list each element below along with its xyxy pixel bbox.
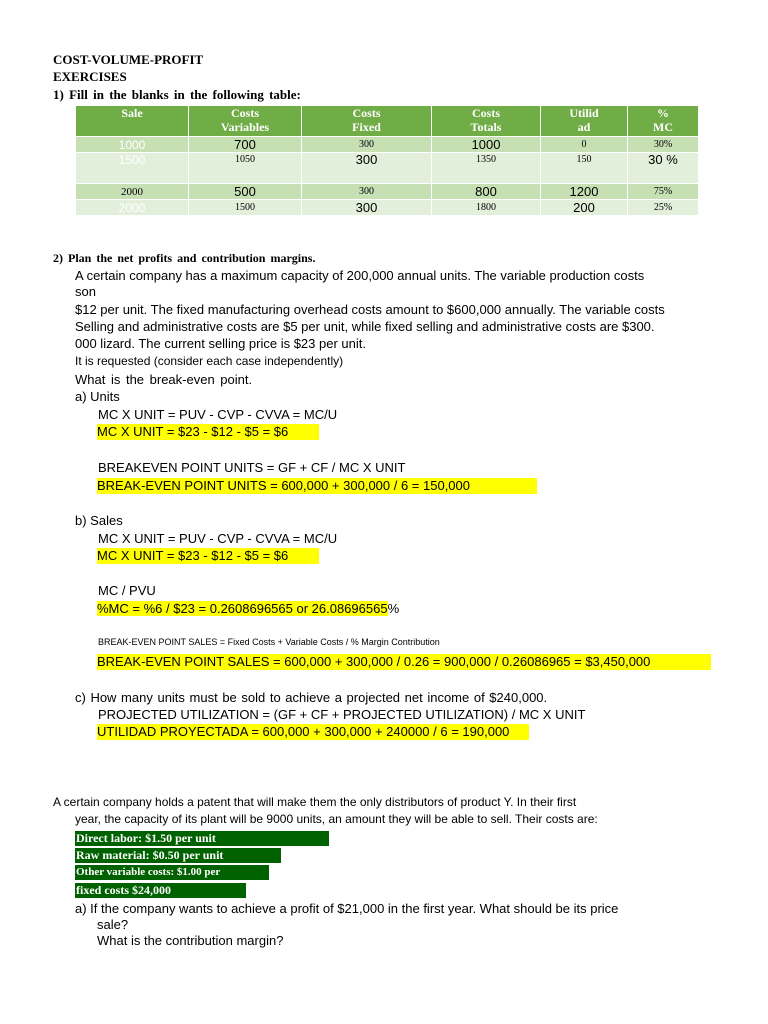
- question-3a-line: What is the contribution margin?: [97, 933, 284, 948]
- paragraph-line: 000 lizard. The current selling price is $23 per unit.: [75, 336, 366, 351]
- cost-item-fixed: fixed costs $24,000: [75, 883, 246, 898]
- header-sale: Sale: [76, 106, 189, 137]
- formula: MC X UNIT = PUV - CVP - CVVA = MC/U: [98, 407, 338, 422]
- table-row: [76, 200, 699, 216]
- cell-percent-mc: 75%: [628, 184, 699, 200]
- cell-fixed-costs: 300: [302, 184, 432, 200]
- part-b-label: b) Sales: [75, 513, 123, 528]
- paragraph-line: $12 per unit. The fixed manufacturing overhead costs amount to $600,000 annually. The variable costs: [75, 302, 665, 317]
- part-a-label: a) Units: [75, 389, 120, 404]
- table-row: [76, 184, 699, 200]
- cell-profit: 1200: [541, 184, 628, 200]
- formula: MC X UNIT = PUV - CVP - CVVA = MC/U: [98, 531, 338, 546]
- cell-variable-costs: 1500: [189, 200, 302, 216]
- formula: MC / PVU: [98, 583, 156, 598]
- header-variable-costs: Costs Variables: [189, 106, 302, 137]
- cell-variable-costs: 1050: [189, 153, 302, 184]
- paragraph-line: A certain company holds a patent that will make them the only distributors of product Y. In their first: [53, 795, 577, 809]
- formula-small: BREAK-EVEN POINT SALES = Fixed Costs + Variable Costs / % Margin Contribution: [98, 637, 440, 647]
- cell-profit: 200: [541, 200, 628, 216]
- formula: PROJECTED UTILIZATION = (GF + CF + PROJECTED UTILIZATION) / MC X UNIT: [98, 707, 586, 722]
- paragraph-line: It is requested (consider each case independently): [75, 354, 344, 368]
- cell-percent-mc: 30 %: [628, 153, 699, 184]
- formula-highlighted: BREAK-EVEN POINT SALES = 600,000 + 300,000 / 0.26 = 900,000 / 0.26086965 = $3,450,000: [97, 654, 711, 670]
- header-percent-mc: % MC: [628, 106, 699, 137]
- formula-highlighted: BREAK-EVEN POINT UNITS = 600,000 + 300,000 / 6 = 150,000: [97, 478, 537, 494]
- question-3a-line: a) If the company wants to achieve a profit of $21,000 in the first year. What should be its price: [75, 901, 619, 916]
- question-2-heading: 2) Plan the net profits and contribution margins.: [53, 251, 316, 265]
- cvp-table: [75, 105, 699, 216]
- cell-sale: 2000: [76, 200, 189, 216]
- formula-highlighted: MC X UNIT = $23 - $12 - $5 = $6: [97, 548, 319, 564]
- table-header-row: [76, 106, 699, 137]
- cell-variable-costs: 500: [189, 184, 302, 200]
- cell-profit: 150: [541, 153, 628, 184]
- formula-highlighted: MC X UNIT = $23 - $12 - $5 = $6: [97, 424, 319, 440]
- cell-fixed-costs: 300: [302, 137, 432, 153]
- cell-sale: 1000: [76, 137, 189, 153]
- paragraph-line: year, the capacity of its plant will be 9000 units, an amount they will be able to sell. Their costs are:: [75, 812, 598, 826]
- cell-fixed-costs: 300: [302, 153, 432, 184]
- cell-total-costs: 1000: [432, 137, 541, 153]
- table-row: [76, 137, 699, 153]
- cell-total-costs: 1800: [432, 200, 541, 216]
- document-title: COST-VOLUME-PROFIT: [53, 52, 204, 67]
- formula-highlighted: UTILIDAD PROYECTADA = 600,000 + 300,000 + 240000 / 6 = 190,000: [97, 724, 529, 740]
- cost-item-other-variable: Other variable costs: $1.00 per: [75, 865, 269, 880]
- cell-profit: 0: [541, 137, 628, 153]
- question-3a-line: sale?: [97, 917, 129, 932]
- cell-sale: 2000: [76, 184, 189, 200]
- paragraph-line: Selling and administrative costs are $5 per unit, while fixed selling and administrative costs are $300.: [75, 319, 655, 334]
- cell-variable-costs: 700: [189, 137, 302, 153]
- formula-percent-mc: [97, 601, 399, 616]
- formula-highlighted: %MC = %6 / $23 = 0.2608696565 or 26.08696565: [97, 601, 388, 616]
- cost-item-raw-material: Raw material: $0.50 per unit: [75, 848, 281, 863]
- cell-percent-mc: 30%: [628, 137, 699, 153]
- header-profit: Utilid ad: [541, 106, 628, 137]
- cell-fixed-costs: 300: [302, 200, 432, 216]
- cell-sale: 1500: [76, 153, 189, 184]
- part-c-label: c) How many units must be sold to achieve a projected net income of $240,000.: [75, 690, 548, 705]
- paragraph-line: son: [75, 284, 96, 299]
- cell-total-costs: 1350: [432, 153, 541, 184]
- table-row: [76, 153, 699, 184]
- percent-sign: %: [387, 601, 400, 616]
- document-subtitle: EXERCISES: [53, 69, 127, 84]
- cell-total-costs: 800: [432, 184, 541, 200]
- paragraph-line: A certain company has a maximum capacity of 200,000 annual units. The variable production costs: [75, 268, 645, 283]
- cell-percent-mc: 25%: [628, 200, 699, 216]
- formula: BREAKEVEN POINT UNITS = GF + CF / MC X UNIT: [98, 460, 406, 475]
- header-fixed-costs: Costs Fixed: [302, 106, 432, 137]
- cost-item-direct-labor: Direct labor: $1.50 per unit: [75, 831, 329, 846]
- paragraph-line: What is the break-even point.: [75, 372, 253, 387]
- header-total-costs: Costs Totals: [432, 106, 541, 137]
- question-1-heading: 1) Fill in the blanks in the following table:: [53, 87, 301, 102]
